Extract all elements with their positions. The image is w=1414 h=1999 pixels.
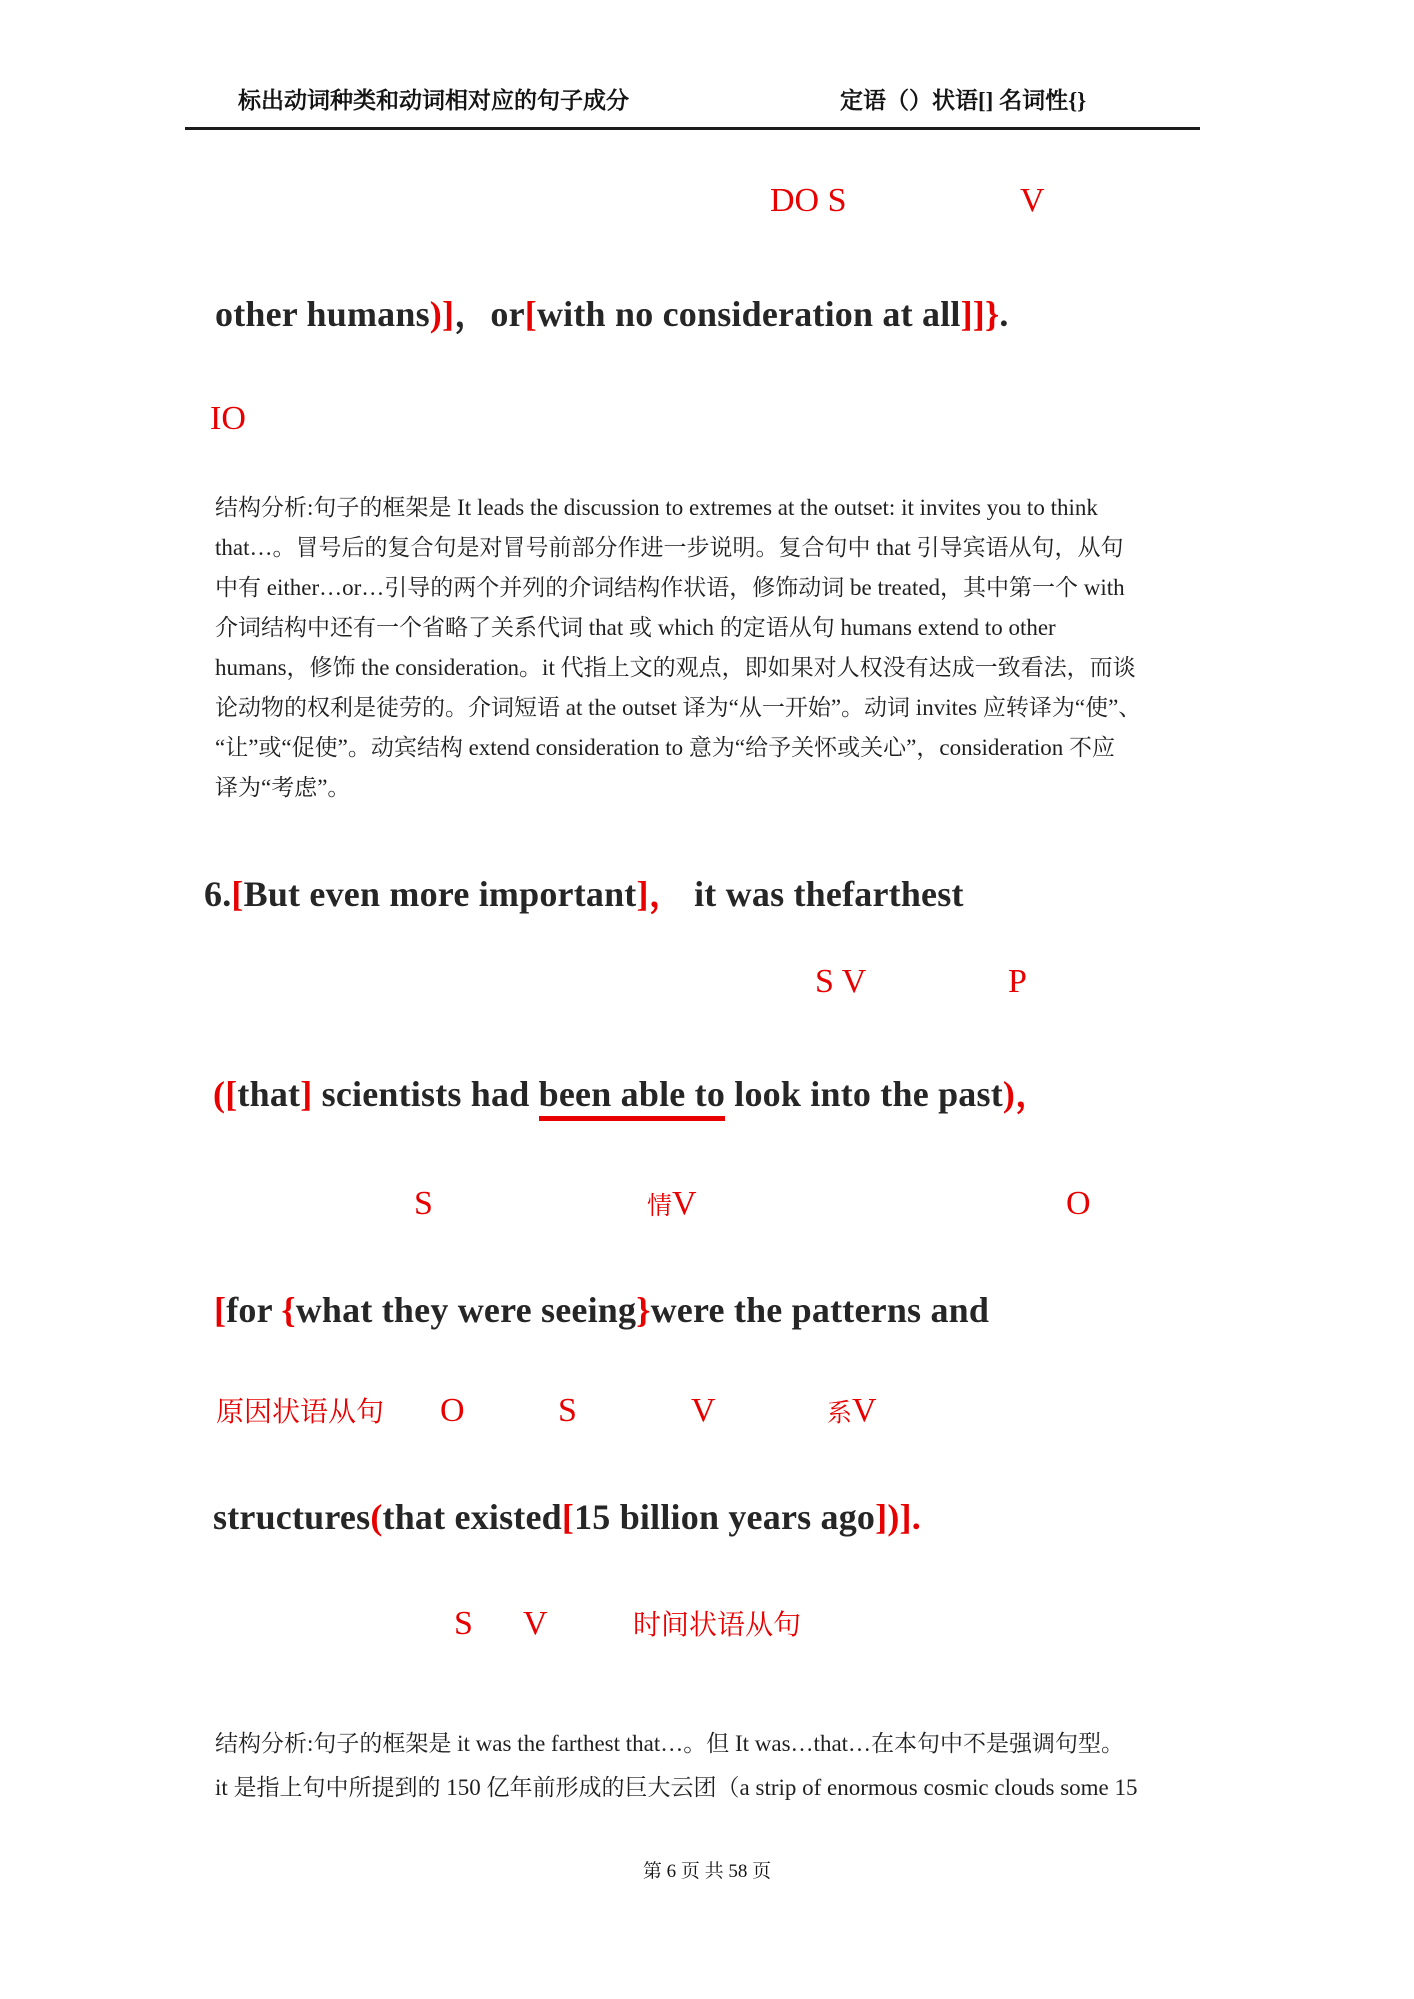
annotation-p: P	[1008, 963, 1027, 1000]
annotation-s: S	[414, 1185, 433, 1222]
analysis-line: that…。冒号后的复合句是对冒号前部分作进一步说明。复合句中 that 引导宾语从句，从句	[215, 535, 1124, 560]
analysis-line: 结构分析:句子的框架是 It leads the discussion to extremes at the outset: it invites you to think	[215, 495, 1098, 520]
annotation-v: V	[1020, 182, 1045, 219]
annotation-xi-v-letter: V	[852, 1392, 877, 1429]
sentence-6-line-4: structures(that existed[15 billion years ago])].	[213, 1497, 921, 1537]
annotation-o: O	[1066, 1185, 1091, 1222]
annotation-time-clause: 时间状语从句	[633, 1610, 802, 1641]
annotation-qing-label: 情	[647, 1193, 673, 1220]
annotation-o: O	[440, 1392, 465, 1429]
analysis-paragraph-2	[215, 1722, 1138, 1810]
analysis-line: humans，修饰 the consideration。it 代指上文的观点，即如果对人权没有达成一致看法，而谈	[215, 655, 1136, 680]
annotation-xi-v	[827, 1392, 877, 1429]
annotation-v: V	[691, 1392, 716, 1429]
analysis-line: 中有 either…or…引导的两个并列的介词结构作状语，修饰动词 be treated，其中第一个 with	[215, 575, 1125, 600]
annotation-s: S	[558, 1392, 577, 1429]
header-rule	[185, 127, 1200, 130]
annotation-s: S	[454, 1605, 473, 1642]
annotation-xi-label: 系	[827, 1400, 853, 1427]
analysis-line: it 是指上句中所提到的 150 亿年前形成的巨大云团（a strip of enormous cosmic clouds some 15	[215, 1775, 1138, 1800]
annotation-v: V	[523, 1605, 548, 1642]
analysis-line: 论动物的权利是徒劳的。介词短语 at the outset 译为“从一开始”。动词 invites 应转译为“使”、	[215, 695, 1142, 720]
analysis-paragraph-1	[215, 488, 1141, 808]
page-number: 第 6 页 共 58 页	[642, 1861, 772, 1882]
sentence-5-continuation: other humans)]，or[with no consideration at all]]}.	[215, 294, 1009, 334]
annotation-reason-clause: 原因状语从句	[216, 1397, 385, 1428]
sentence-6-line-3: [for {what they were seeing}were the patterns and	[214, 1290, 990, 1330]
analysis-line: 译为“考虑”。	[215, 775, 351, 800]
sentence-6-heading: 6.[But even more important]， it was thefarthest	[204, 874, 964, 914]
analysis-line: “让”或“促使”。动宾结构 extend consideration to 意为“给予关怀或关心”，consideration 不应	[215, 735, 1116, 760]
annotation-do-s: DO S	[770, 182, 847, 219]
analysis-line: 介词结构中还有一个省略了关系代词 that 或 which 的定语从句 humans extend to other	[215, 615, 1056, 640]
annotation-io: IO	[210, 400, 246, 437]
annotation-qing-v-letter: V	[672, 1185, 697, 1222]
analysis-line: 结构分析:句子的框架是 it was the farthest that…。但 It was…that…在本句中不是强调句型。	[215, 1731, 1125, 1756]
annotation-qing-v	[647, 1185, 697, 1222]
sentence-6-line-2: ([that] scientists had been able to look into the past)，	[213, 1072, 1051, 1117]
annotation-sv: S V	[815, 963, 867, 1000]
header-right-legend: 定语（）状语[] 名词性{}	[840, 88, 1087, 113]
header-left-title: 标出动词种类和动词相对应的句子成分	[238, 88, 629, 113]
